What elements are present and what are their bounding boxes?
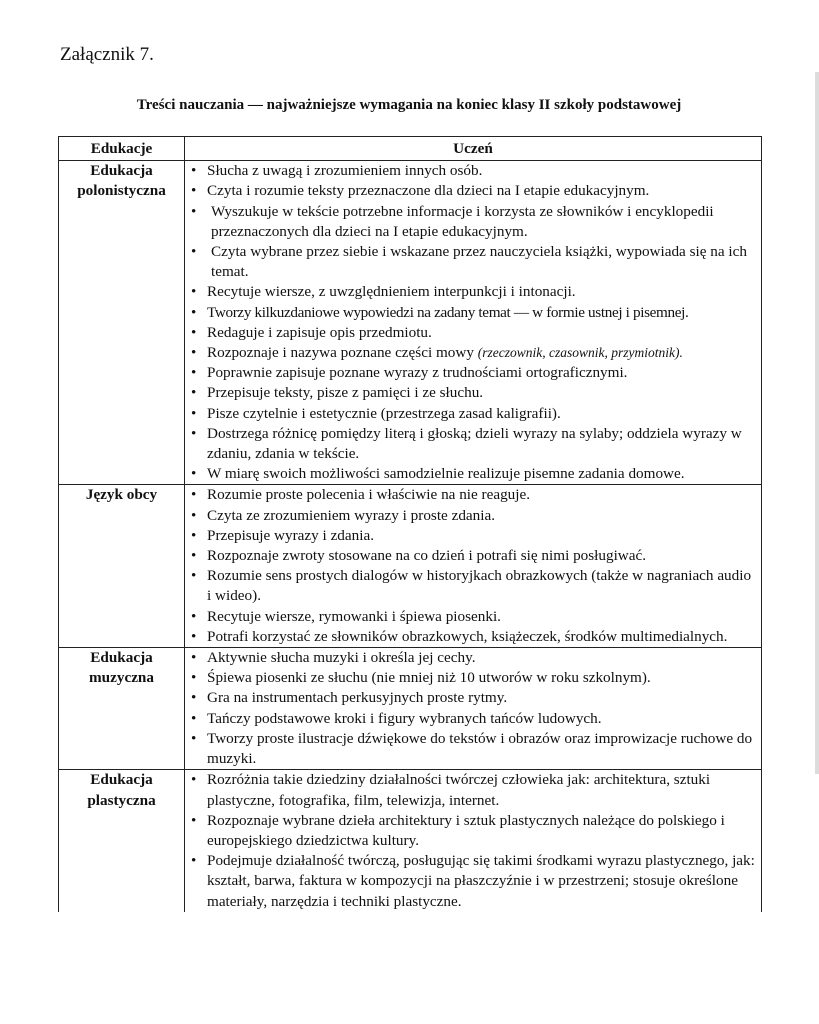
requirements-cell (185, 161, 762, 485)
subject-cell: Edukacja polonistyczna (59, 161, 185, 485)
list-item: • Rozpoznaje zwroty stosowane na co dzień i potrafi się nimi posługiwać. (207, 546, 755, 566)
list-item: • Podejmuje działalność twórczą, posługując się takimi środkami wyrazu plastycznego, jak: kształt, barwa, faktura w kompozycji na płaszczyźnie i w przestrzeni; stosuje określone materiały, narzędzia i techniki plastyczne. (207, 851, 755, 912)
list-item: • Recytuje wiersze, z uwzględnieniem interpunkcji i intonacji. (207, 282, 755, 302)
parts-of-speech-text: Rozpoznaje i nazywa poznane części mowy (207, 344, 474, 362)
list-item: • Rozróżnia takie dziedziny działalności twórczej człowieka jak: architektura, sztuki plastyczne, fotografika, film, telewizja, internet. (207, 770, 755, 810)
requirements-cell (185, 648, 762, 770)
list-item: • Aktywnie słucha muzyki i określa jej cechy. (207, 648, 755, 668)
parts-of-speech-hint: (rzeczownik, czasownik, przymiotnik). (477, 345, 683, 361)
subject-cell: Edukacja muzyczna (59, 648, 185, 770)
list-item: • Tworzy kilkuzdaniowe wypowiedzi na zadany temat — w formie ustnej i pisemnej. (207, 303, 755, 323)
list-item: • Dostrzega różnicę pomiędzy literą i głoską; dzieli wyrazy na sylaby; oddziela wyrazy w zdaniu, zdania w tekście. (207, 424, 755, 464)
list-item: • Czyta i rozumie teksty przeznaczone dla dzieci na I etapie edukacyjnym. (207, 181, 755, 201)
list-item: • Czyta wybrane przez siebie i wskazane przez nauczyciela książki, wypowiada się na ich temat. (207, 242, 755, 282)
list-item: • Śpiewa piosenki ze słuchu (nie mniej niż 10 utworów w roku szkolnym). (207, 668, 755, 688)
table-row (59, 648, 762, 770)
table-row (59, 161, 762, 485)
list-item: • Tworzy proste ilustracje dźwiękowe do tekstów i obrazów oraz improwizacje ruchowe do muzyki. (207, 729, 755, 769)
list-item: • Rozumie sens prostych dialogów w historyjkach obrazkowych (także w nagraniach audio i wideo). (207, 566, 755, 606)
list-item: • Tańczy podstawowe kroki i figury wybranych tańców ludowych. (207, 709, 755, 729)
list-item: • Przepisuje teksty, pisze z pamięci i ze słuchu. (207, 383, 755, 403)
column-header-uczen: Uczeń (185, 137, 762, 161)
list-item: • W miarę swoich możliwości samodzielnie realizuje pisemne zadania domowe. (207, 464, 755, 484)
list-item: • Wyszukuje w tekście potrzebne informacje i korzysta ze słowników i encyklopedii przeznaczonych dla dzieci na I etapie edukacyjnym. (207, 202, 755, 242)
requirements-cell (185, 770, 762, 912)
list-item: • Poprawnie zapisuje poznane wyrazy z trudnościami ortograficznymi. (207, 363, 755, 383)
document-title: Treści nauczania — najważniejsze wymagania na koniec klasy II szkoły podstawowej (136, 97, 682, 113)
list-item: • Rozumie proste polecenia i właściwie na nie reaguje. (207, 485, 755, 505)
column-header-edukacje: Edukacje (59, 137, 185, 161)
page-edge-bar (815, 72, 819, 774)
list-item: • Potrafi korzystać ze słowników obrazkowych, książeczek, środków multimedialnych. (207, 627, 755, 647)
list-item: • Rozpoznaje wybrane dzieła architektury i sztuk plastycznych należące do polskiego i europejskiego dziedzictwa kultury. (207, 811, 755, 851)
list-item: • Gra na instrumentach perkusyjnych proste rytmy. (207, 688, 755, 708)
list-item: • Pisze czytelnie i estetycznie (przestrzega zasad kaligrafii). (207, 404, 755, 424)
list-item: • Recytuje wiersze, rymowanki i śpiewa piosenki. (207, 607, 755, 627)
list-item: • Redaguje i zapisuje opis przedmiotu. (207, 323, 755, 343)
requirements-cell (185, 485, 762, 648)
table-row (59, 485, 762, 648)
table-row (59, 770, 762, 912)
list-item: • Czyta ze zrozumieniem wyrazy i proste zdania. (207, 506, 755, 526)
table-header-row (59, 137, 762, 161)
list-item: • Przepisuje wyrazy i zdania. (207, 526, 755, 546)
subject-cell: Edukacja plastyczna (59, 770, 185, 912)
list-item (207, 343, 755, 363)
attachment-label: Załącznik 7. (60, 44, 154, 65)
requirements-table (58, 136, 762, 912)
subject-cell: Język obcy (59, 485, 185, 648)
list-item: • Słucha z uwagą i zrozumieniem innych osób. (207, 161, 755, 181)
